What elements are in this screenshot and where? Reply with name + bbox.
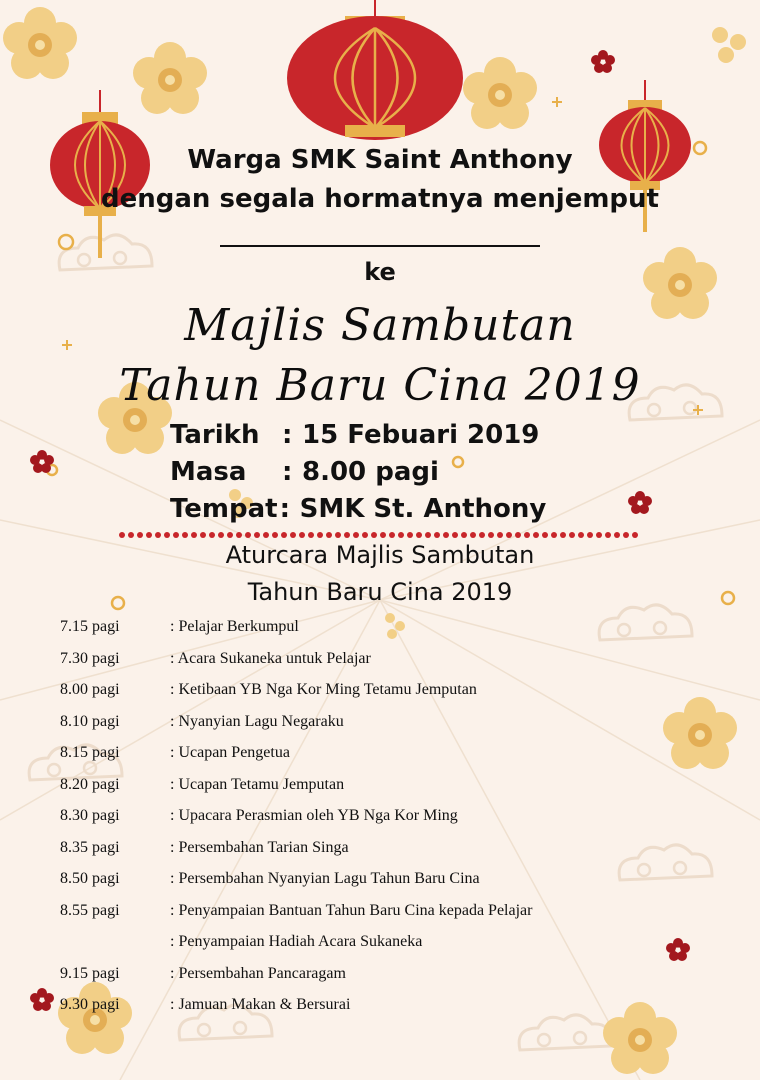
- schedule-time: 8.30 pagi: [60, 807, 120, 824]
- detail-value: 15 Febuari 2019: [302, 420, 540, 450]
- schedule-time: 7.30 pagi: [60, 649, 120, 667]
- schedule-activity: : Ucapan Pengetua: [170, 744, 290, 761]
- intro-line-1: Warga SMK Saint Anthony: [187, 145, 573, 175]
- schedule-row: [60, 899, 720, 931]
- intro-line-2: dengan segala hormatnya menjemput: [101, 184, 659, 214]
- programme-title-line-1: Aturcara Majlis Sambutan: [225, 541, 535, 569]
- schedule-activity: : Persembahan Nyanyian Lagu Tahun Baru Cina: [170, 870, 480, 887]
- schedule-activity: : Persembahan Pancaragam: [170, 964, 346, 982]
- schedule-time: 8.35 pagi: [60, 838, 120, 856]
- schedule-activity: : Penyampaian Bantuan Tahun Baru Cina kepada Pelajar: [170, 901, 533, 919]
- detail-label: Tarikh: [170, 420, 260, 450]
- schedule-row: [60, 930, 720, 962]
- schedule-row: [60, 615, 720, 647]
- detail-label: Tempat: [170, 494, 278, 524]
- schedule-activity: : Acara Sukaneka untuk Pelajar: [170, 649, 371, 667]
- schedule-time: 8.15 pagi: [60, 744, 120, 761]
- schedule-row: [60, 710, 720, 742]
- schedule-time: 8.50 pagi: [60, 870, 120, 887]
- detail-date: Tarikh : 15 Febuari 2019: [170, 420, 540, 450]
- schedule-activity: : Persembahan Tarian Singa: [170, 838, 349, 856]
- schedule-activity: : Upacara Perasmian oleh YB Nga Kor Ming: [170, 807, 458, 824]
- schedule-row: [60, 867, 720, 899]
- schedule-activity: : Ketibaan YB Nga Kor Ming Tetamu Jemputan: [170, 681, 477, 698]
- ke-text: ke: [364, 258, 396, 286]
- schedule-activity: : Ucapan Tetamu Jemputan: [170, 775, 345, 793]
- event-title-line-2: Tahun Baru Cina 2019: [119, 360, 641, 411]
- schedule-activity: : Pelajar Berkumpul: [170, 618, 299, 635]
- schedule-time: 8.20 pagi: [60, 775, 120, 793]
- detail-venue: Tempat: SMK St. Anthony: [170, 494, 547, 524]
- schedule-activity: : Nyanyian Lagu Negaraku: [170, 712, 344, 730]
- schedule-row: [60, 993, 720, 1025]
- schedule-row: [60, 773, 720, 805]
- detail-value: SMK St. Anthony: [299, 494, 547, 524]
- schedule-row: [60, 962, 720, 994]
- programme-title-line-2: Tahun Baru Cina 2019: [247, 578, 513, 606]
- schedule-time: 9.15 pagi: [60, 964, 120, 982]
- dotted-divider: [118, 528, 638, 542]
- detail-label: Masa: [170, 457, 247, 487]
- schedule-row: [60, 647, 720, 679]
- schedule-time: 9.30 pagi: [60, 996, 120, 1013]
- detail-time: Masa : 8.00 pagi: [170, 457, 439, 487]
- schedule-row: [60, 836, 720, 868]
- schedule-time: 7.15 pagi: [60, 618, 120, 635]
- event-title-line-1: Majlis Sambutan: [184, 300, 576, 351]
- schedule-time: 8.55 pagi: [60, 901, 120, 919]
- schedule-activity: : Jamuan Makan & Bersurai: [170, 996, 351, 1013]
- schedule-row: [60, 678, 720, 710]
- schedule-activity: : Penyampaian Hadiah Acara Sukaneka: [170, 933, 423, 950]
- programme-schedule: [60, 615, 720, 1025]
- schedule-row: [60, 804, 720, 836]
- schedule-time: 8.00 pagi: [60, 681, 120, 698]
- detail-value: 8.00 pagi: [302, 457, 439, 487]
- schedule-row: [60, 741, 720, 773]
- schedule-time: 8.10 pagi: [60, 712, 120, 730]
- name-blank-line: [220, 245, 540, 247]
